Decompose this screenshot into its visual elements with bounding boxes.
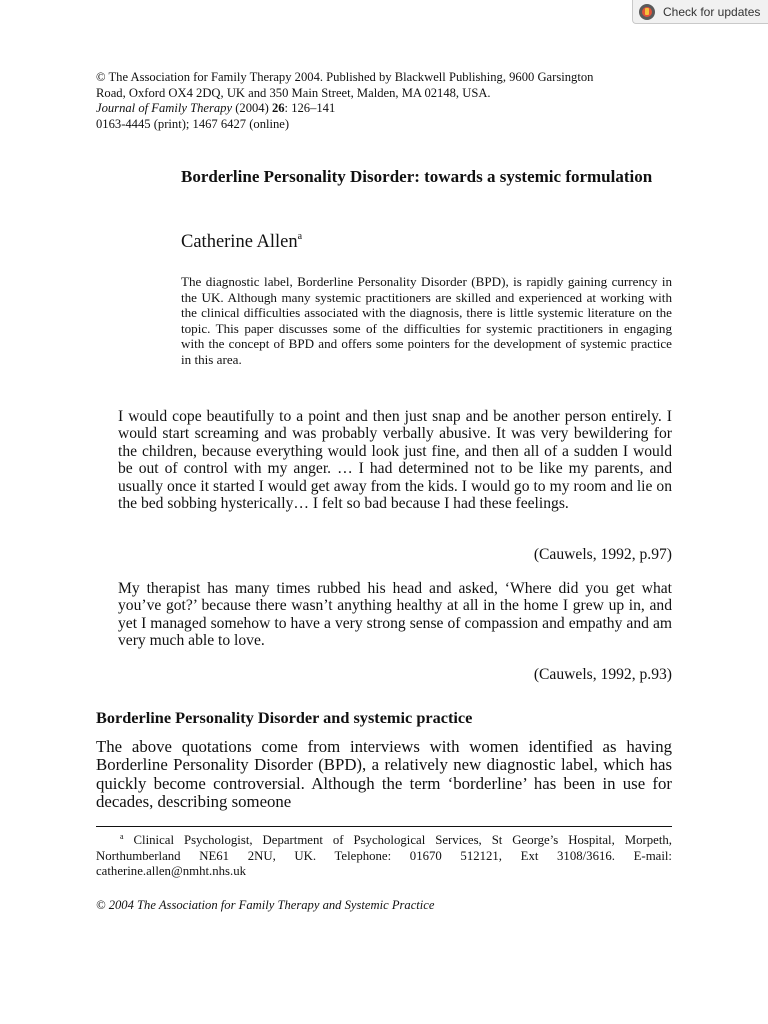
check-for-updates-button[interactable] xyxy=(632,0,768,24)
journal-citation-line xyxy=(96,101,672,117)
article-abstract: The diagnostic label, Borderline Personality Disorder (BPD), is rapidly gaining currency in the UK. Although many systemic practitioners are skilled and experienced at working with the clinical difficulties associated with the diagnosis, there is little systemic literature on the topic. This paper discusses some of the difficulties for systemic practitioners in engaging with the concept of BPD and offers some pointers for the development of systemic practice in this area. xyxy=(181,274,672,367)
author-name: Catherine Allen xyxy=(181,232,298,252)
epigraph-citation: (Cauwels, 1992, p.97) xyxy=(533,546,672,563)
journal-volume: 26 xyxy=(271,101,285,115)
footnote-text: Clinical Psychologist, Department of Psychological Services, St George’s Hospital, Morpeth, Northumberland NE61 2NU, UK. Telephone: 01670 512121, Ext 3108/3616. E-mail: catherine.allen@nmht.nhs.uk xyxy=(96,833,672,878)
journal-name: Journal of Family Therapy xyxy=(96,101,233,115)
journal-pages: : 126–141 xyxy=(284,101,336,115)
epigraph-quote: I would cope beautifully to a point and then just snap and be another person entirely. I would start screaming and was probably verbally abusive. It was very bewildering for the children, because everything would look just fine, and then all of a sudden I would be out of control with my anger. … I had determined not to be like my parents, and usually once it started I would get away from the kids. I would go to my room and lie on the bed sobbing hysterically… I felt so bad because I had these feelings. xyxy=(118,408,672,513)
crossmark-icon xyxy=(639,4,655,20)
article-author xyxy=(181,226,302,253)
copyright-line: © The Association for Family Therapy 2004. Published by Blackwell Publishing, 9600 Garsington xyxy=(96,70,594,84)
publication-header xyxy=(96,70,672,132)
section-heading: Borderline Personality Disorder and systemic practice xyxy=(96,708,473,727)
author-footnote xyxy=(96,829,672,880)
footnote-marker: a xyxy=(120,832,124,841)
section-body-text: The above quotations come from interviews with women identified as having Borderline Personality Disorder (BPD), a relatively new diagnostic label, which has quickly become controversial. Although the term ‘borderline’ has been in use for decades, describing someone xyxy=(96,737,672,811)
epigraph-quote: My therapist has many times rubbed his head and asked, ‘Where did you get what you’ve got?’ because there wasn’t anything healthy at all in the home I grew up in, and yet I managed somehow to have a very strong sense of compassion and empathy and am very much able to love. xyxy=(118,580,672,650)
footnote-divider xyxy=(96,826,672,827)
epigraph-citation: (Cauwels, 1992, p.93) xyxy=(533,666,672,683)
publisher-address-line: Road, Oxford OX4 2DQ, UK and 350 Main Street, Malden, MA 02148, USA. xyxy=(96,85,491,100)
journal-year: (2004) xyxy=(232,101,272,115)
article-title: Borderline Personality Disorder: towards a systemic formulation xyxy=(181,167,653,186)
page-footer: © 2004 The Association for Family Therapy and Systemic Practice xyxy=(96,898,435,912)
check-for-updates-label: Check for updates xyxy=(663,4,761,19)
issn-line: 0163-4445 (print); 1467 6427 (online) xyxy=(96,116,290,131)
author-footnote-marker: a xyxy=(297,231,303,242)
